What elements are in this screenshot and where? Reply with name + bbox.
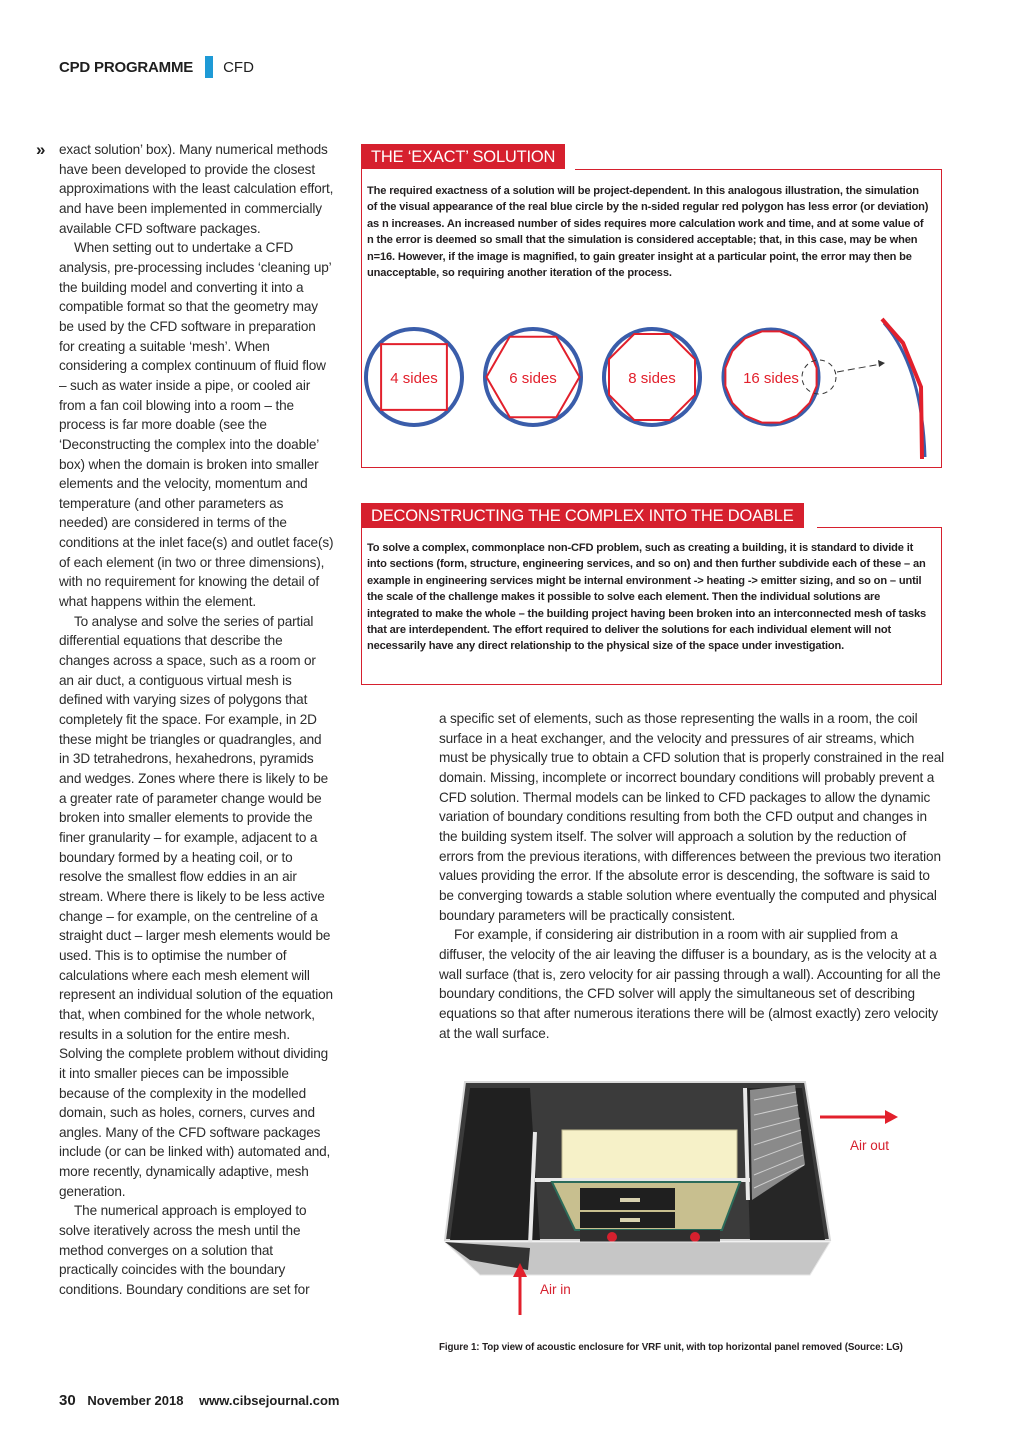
exact-solution-box-title: THE ‘EXACT’ SOLUTION xyxy=(361,144,565,169)
polygon-6-sides xyxy=(485,329,581,425)
body-paragraph: a specific set of elements, such as those representing the walls in a room, the coil surface in a heat exchanger, and the velocity and pressures of air streams, which must be physically true to obtain a CFD solution that is properly constrained in the real domain. Missing, incomplete or incorrect boundary conditions will probably prevent a CFD solution. Thermal models can be linked to CFD packages to allow the dynamic variation of boundary conditions resulting from both the CFD output and changes in the building system itself. The solver will approach a solution by the reduction of errors from the previous iterations, with differences between the previous two iteration values providing the error. If the absolute error is descending, the software is said to be converging towards a stable solution where eventually the computed and physical boundary parameters will be practically consistent. xyxy=(439,711,944,923)
page-footer xyxy=(59,1392,339,1409)
deconstructing-box-title: DECONSTRUCTING THE COMPLEX INTO THE DOABLE xyxy=(361,503,804,528)
section-title: CFD xyxy=(223,58,254,76)
body-paragraph: exact solution’ box). Many numerical methods have been developed to provide the closest approximations with the least calculation effort, and have been implemented in commercially available CFD software packages. xyxy=(59,142,334,236)
exact-solution-box xyxy=(361,169,942,468)
page-number: 30 xyxy=(59,1392,76,1409)
arrow-head xyxy=(878,360,885,367)
polygon-8-sides xyxy=(604,329,700,425)
continued-icon: » xyxy=(36,140,46,159)
figure-caption: Figure 1: Top view of acoustic enclosure for VRF unit, with top horizontal panel removed (Source: LG) xyxy=(439,1342,903,1353)
deconstructing-box xyxy=(361,527,942,685)
connector xyxy=(607,1232,617,1242)
right-column xyxy=(439,709,944,1043)
body-paragraph: When setting out to undertake a CFD analysis, pre-processing includes ‘cleaning up’ the building model and converting it into a compatible format so that the geometry may be used by the CFD software in preparation for creating a suitable ‘mesh’. When considering a complex continuum of fluid flow – such as water inside a pipe, or cooled air from a fan coil blowing into a room – the process is far more doable (see the ‘Deconstructing the complex into the doable’ box) when the domain is broken into smaller elements and the velocity, momentum and temperature (and other parameters as needed) are considered in terms of the conditions at the inlet face(s) and outlet face(s) of each element (in two or three dimensions), with no requirement for knowing the detail of what happens within the element. xyxy=(59,240,334,610)
left-column xyxy=(59,140,334,1300)
air-out-label: Air out xyxy=(850,1138,890,1153)
polygon-4-sides xyxy=(366,329,462,425)
polygon-label: 8 sides xyxy=(628,370,676,387)
series-title: CPD PROGRAMME xyxy=(59,58,194,76)
body-paragraph: The numerical approach is employed to solve iteratively across the mesh until the method converges on a solution that practically coincides with the boundary conditions. Boundary conditions are set for xyxy=(59,1203,310,1298)
body-paragraph: To analyse and solve the series of partial differential equations that describe the changes across a space, such as a room or an air duct, a contiguous virtual mesh is defined with varying sizes of polygons that completely fit the space. For example, in 2D these might be triangles or quadrangles, and in 3D tetrahedrons, hexahedrons, pyramids and wedges. Zones where there is likely to be a greater rate of parameter change would be broken into smaller elements to provide the finer granularity – for example, adjacent to a boundary formed by a heating coil, or to resolve the smallest flow eddies in an air stream. Where there is likely to be less active change – for example, on the centreline of a straight duct – larger mesh elements would be used. This is to optimise the number of calculations where each mesh element will represent an individual solution of the equation that, when combined for the whole network, results in a solution for the entire mesh. Solving the complete problem without dividing it into smaller pieces can be impossible because of the complexity in the modelled domain, such as holes, corners, curves and angles. Many of the CFD software packages include (or can be linked with) automated and, more recently, dynamically adaptive, mesh generation. xyxy=(59,613,333,1199)
vrf-unit-top xyxy=(562,1130,737,1180)
website-url: www.cibsejournal.com xyxy=(199,1393,340,1408)
air-in-label: Air in xyxy=(540,1282,571,1297)
polygon-16-sides xyxy=(723,329,819,425)
header-accent-bar xyxy=(205,56,213,78)
polygon-approximation-diagram xyxy=(362,307,941,467)
deconstructing-text: To solve a complex, commonplace non-CFD problem, such as creating a building, it is standard to divide it into sections (form, structure, engineering services, and so on) and then further subdivide each of these – an example in engineering services might be internal environment -> heating -> emitter sizing, and so on – until the scale of the challenge makes it possible to solve each element. Then the individual solutions are integrated to make the whole – the building project having been broken into an interconnected mesh of tasks that are interdependent. The effort required to deliver the solutions for each individual element will not necessarily have any direct relationship to the physical size of the space under investigation. xyxy=(367,542,927,653)
issue-date: November 2018 xyxy=(87,1393,184,1408)
magnify-arrow xyxy=(837,364,881,372)
polygon-label: 6 sides xyxy=(509,370,557,387)
polygon-label: 16 sides xyxy=(743,370,799,387)
vrf-enclosure-illustration xyxy=(440,1070,940,1320)
exact-solution-text: The required exactness of a solution will be project-dependent. In this analogous illustration, the simulation of the visual appearance of the real blue circle by the n-sided regular red polygon has less error (or deviation) as n increases. An increased number of sides requires more calculation work and time, and at some value of n the error is deemed so small that the simulation is considered acceptable; that, in this case, may be when n=16. However, if the image is magnified, to gain greater insight at a particular point, the error may then be unacceptable, so requiring another iteration of the process. xyxy=(367,185,929,280)
vrf-enclosure-figure xyxy=(440,1070,940,1320)
running-header xyxy=(59,56,254,78)
connector xyxy=(690,1232,700,1242)
polygon-label: 4 sides xyxy=(390,370,438,387)
body-paragraph: For example, if considering air distribution in a room with air supplied from a diffuser, the velocity of the air leaving the diffuser is a boundary, as is the velocity at a wall surface (that is, zero velocity for air passing through a wall). Accounting for all the boundary conditions, the CFD solver will apply the simultaneous set of describing equations so that after numerous iterations there will be (almost exactly) zero velocity at the wall surface. xyxy=(439,927,941,1041)
